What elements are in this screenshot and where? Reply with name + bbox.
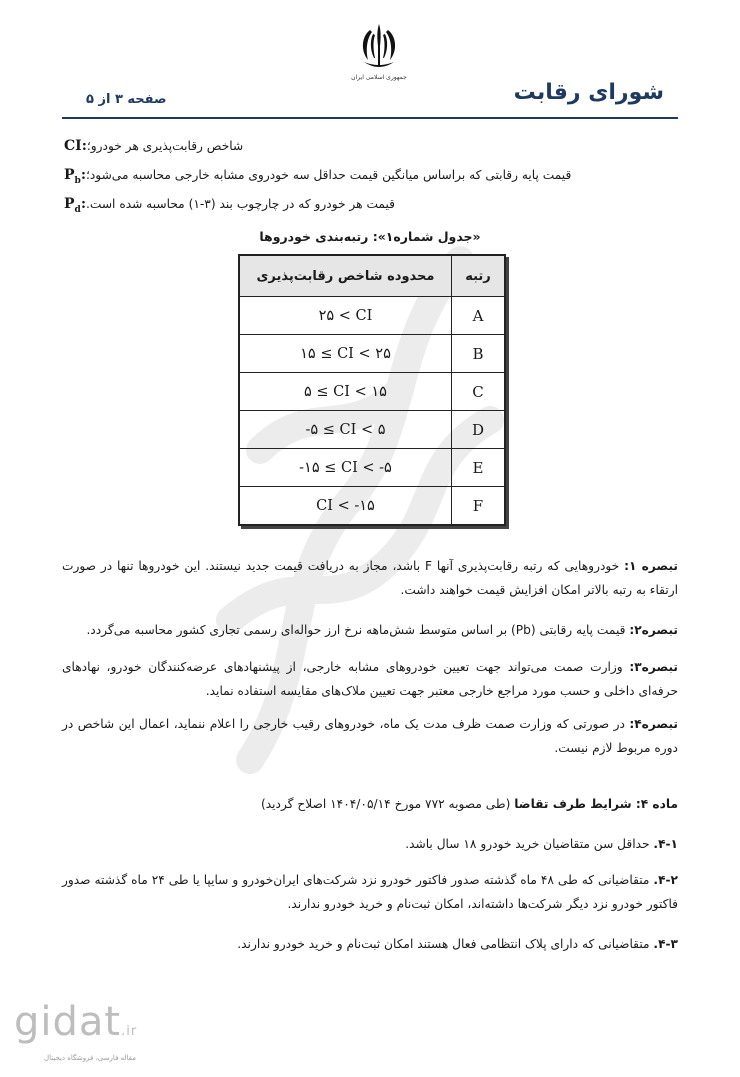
note-label: تبصره۳:: [629, 660, 679, 674]
table-row: [239, 449, 505, 487]
range-cell: -۱۵ ≤ CI < -۵: [239, 449, 452, 487]
header-rank: رتبه: [452, 255, 506, 297]
range-cell: ۵ ≤ CI < ۱۵: [239, 373, 452, 411]
emblem-caption: جمهوری اسلامی ایران: [351, 74, 407, 81]
page-number: صفحه ۳ از ۵: [86, 92, 167, 107]
article-amendment: (طی مصوبه ۷۷۲ مورخ ۱۴۰۴/۰۵/۱۴ اصلاح گردید): [260, 797, 511, 811]
definition-pb: [62, 166, 678, 190]
iran-emblem: [344, 22, 414, 81]
rank-cell: B: [452, 335, 506, 373]
definition-symbol: $P_d$:: [64, 196, 86, 215]
table-row: [239, 373, 505, 411]
item-number: ۴-۳.: [653, 937, 678, 951]
item-text: متقاضیانی که دارای پلاک انتظامی فعال هستند امکان ثبت‌نام و خرید خودرو ندارند.: [237, 937, 650, 951]
emblem-icon: [356, 22, 402, 72]
definition-text: شاخص رقابت‌پذیری هر خودرو؛: [86, 139, 244, 153]
article-item-4-2: [62, 868, 678, 916]
definition-text: قیمت پایه رقابتی که براساس میانگین قیمت حداقل سه خودروی مشابه خارجی محاسبه می‌شود؛: [86, 168, 572, 182]
table-row: [239, 487, 505, 526]
logo-wordmark: gidat.ir: [14, 999, 138, 1045]
table-row: [239, 411, 505, 449]
definition-pd: [62, 195, 678, 219]
range-cell: ۲۵ < CI: [239, 297, 452, 335]
note-text: وزارت صمت می‌تواند جهت تعیین خودروهای مشابه خارجی، از پیشنهادهای عرضه‌کنندگان خودرو، نهادهای حرفه‌ای داخلی و حسب مورد مراجع خارجی معتبر جهت تعیین ملاک‌های مقایسه استفاده نماید.: [62, 660, 678, 698]
item-number: ۴-۲.: [653, 873, 678, 887]
rank-cell: E: [452, 449, 506, 487]
article-4-heading: [62, 792, 678, 816]
range-cell: ۱۵ ≤ CI < ۲۵: [239, 335, 452, 373]
header-range: محدوده شاخص رقابت‌پذیری: [239, 255, 452, 297]
note-4: [62, 712, 678, 760]
article-item-4-3: [62, 932, 678, 956]
rank-cell: F: [452, 487, 506, 526]
definition-ci: [62, 137, 678, 161]
range-cell: CI < -۱۵: [239, 487, 452, 526]
note-text: قیمت پایه رقابتی (Pb) بر اساس متوسط شش‌ماهه نرخ ارز حواله‌ای رسمی تجاری کشور محاسبه می‌گردد.: [86, 623, 626, 637]
definition-symbol: CI:: [64, 138, 87, 154]
item-text: حداقل سن متقاضیان خرید خودرو ۱۸ سال باشد.: [405, 837, 650, 851]
range-cell: -۵ ≤ CI < ۵: [239, 411, 452, 449]
article-title: ماده ۴: شرایط طرف تقاضا: [514, 797, 678, 811]
table-caption: «جدول شماره۱»: رتبه‌بندی خودروها: [259, 229, 481, 244]
item-text: متقاضیانی که طی ۴۸ ماه گذشته صدور فاکتور خودرو نزد شرکت‌های ایران‌خودرو و سایپا یا طی ۲۴ ماه گذشته صدور فاکتور خودرو نزد دیگر شرکت‌ها داشته‌اند، امکان ثبت‌نام و خرید خودرو ندارند.: [62, 873, 678, 911]
council-title: شورای رقابت: [513, 80, 664, 105]
note-label: تبصره۲:: [629, 623, 678, 637]
rank-cell: D: [452, 411, 506, 449]
table-row: [239, 335, 505, 373]
note-label: تبصره ۱:: [624, 559, 678, 573]
table-header-row: [239, 255, 505, 297]
note-label: تبصره۴:: [629, 717, 678, 731]
ranking-table: [238, 254, 506, 526]
rank-cell: C: [452, 373, 506, 411]
definition-text: قیمت هر خودرو که در چارچوب بند (۳-۱) محاسبه شده است.: [86, 197, 395, 211]
note-text: در صورتی که وزارت صمت ظرف مدت یک ماه، خودروهای رقیب خارجی را اعلام ننماید، اعمال این شاخص در دوره مربوط لازم نیست.: [62, 717, 678, 755]
item-number: ۴-۱.: [653, 837, 678, 851]
logo-subtitle: مقاله فارسی، فروشگاه دیجیتال: [44, 1054, 136, 1062]
note-3: [62, 655, 678, 703]
note-1: [62, 554, 678, 602]
rank-cell: A: [452, 297, 506, 335]
note-text: خودروهایی که رتبه رقابت‌پذیری آنها F باشد، مجاز به دریافت قیمت جدید نیستند. این خودروها تنها در صورت ارتقاء به رتبه بالاتر امکان افزایش قیمت خواهند داشت.: [62, 559, 678, 597]
article-item-4-1: [62, 832, 678, 856]
header-divider: [62, 117, 678, 119]
gidat-logo: [14, 1000, 154, 1064]
definition-symbol: $P_b$:: [64, 167, 86, 186]
note-2: [62, 618, 678, 642]
table-row: [239, 297, 505, 335]
